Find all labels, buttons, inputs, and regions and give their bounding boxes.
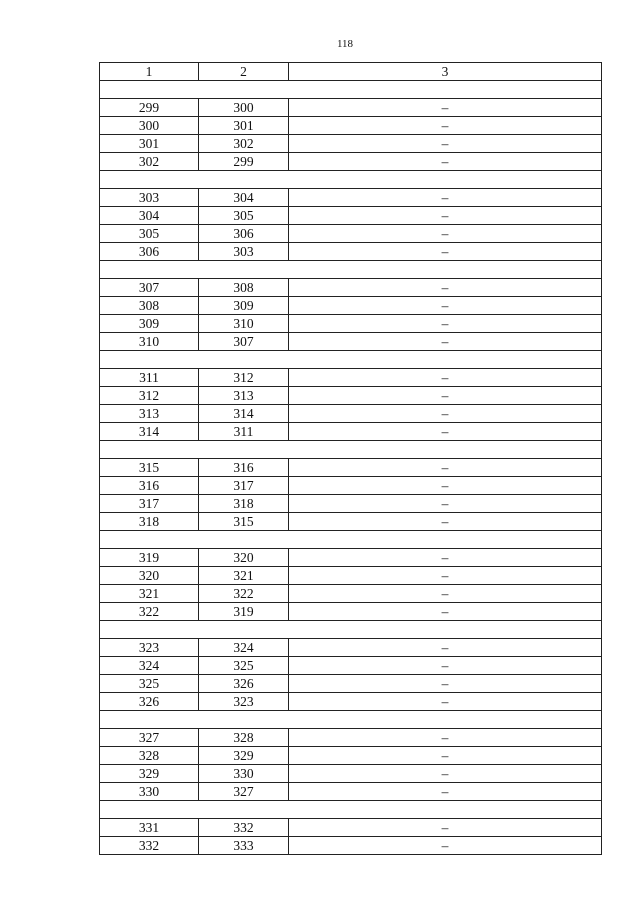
table-row <box>100 819 602 837</box>
group-separator-row <box>100 441 602 459</box>
table-cell-col-2: 326 <box>199 675 289 693</box>
table-cell-col-1: 319 <box>100 549 199 567</box>
table-cell-col-1: 317 <box>100 495 199 513</box>
separator-cell <box>100 441 602 459</box>
table-row <box>100 513 602 531</box>
table-cell-col-1: 324 <box>100 657 199 675</box>
table-cell-col-3: – <box>289 837 602 855</box>
table-cell-col-3: – <box>289 495 602 513</box>
table-cell-col-1: 323 <box>100 639 199 657</box>
table-row <box>100 549 602 567</box>
group-separator-row <box>100 531 602 549</box>
table-cell-col-3: – <box>289 729 602 747</box>
table-row <box>100 495 602 513</box>
table-cell-col-2: 320 <box>199 549 289 567</box>
table-cell-col-2: 304 <box>199 189 289 207</box>
table-cell-col-2: 327 <box>199 783 289 801</box>
table-cell-col-2: 330 <box>199 765 289 783</box>
table-cell-col-3: – <box>289 333 602 351</box>
table-cell-col-1: 304 <box>100 207 199 225</box>
group-separator-row <box>100 621 602 639</box>
table-row <box>100 783 602 801</box>
table-row <box>100 279 602 297</box>
table-cell-col-1: 322 <box>100 603 199 621</box>
table-cell-col-2: 301 <box>199 117 289 135</box>
table-row <box>100 243 602 261</box>
table-cell-col-2: 318 <box>199 495 289 513</box>
table-row <box>100 459 602 477</box>
table-cell-col-2: 307 <box>199 333 289 351</box>
table-cell-col-1: 308 <box>100 297 199 315</box>
table-cell-col-2: 323 <box>199 693 289 711</box>
table-row <box>100 135 602 153</box>
table-body <box>100 81 602 855</box>
table-cell-col-1: 314 <box>100 423 199 441</box>
group-separator-row <box>100 711 602 729</box>
table-cell-col-1: 332 <box>100 837 199 855</box>
table-cell-col-2: 306 <box>199 225 289 243</box>
table-cell-col-1: 315 <box>100 459 199 477</box>
table-cell-col-2: 305 <box>199 207 289 225</box>
group-separator-row <box>100 801 602 819</box>
group-separator-row <box>100 171 602 189</box>
table-cell-col-2: 308 <box>199 279 289 297</box>
table-cell-col-3: – <box>289 585 602 603</box>
separator-cell <box>100 81 602 99</box>
group-separator-row <box>100 351 602 369</box>
group-separator-row <box>100 81 602 99</box>
table-cell-col-3: – <box>289 297 602 315</box>
table-cell-col-3: – <box>289 603 602 621</box>
table-row <box>100 225 602 243</box>
table-cell-col-3: – <box>289 819 602 837</box>
table-cell-col-3: – <box>289 315 602 333</box>
table-row <box>100 189 602 207</box>
table-cell-col-3: – <box>289 117 602 135</box>
table-cell-col-2: 312 <box>199 369 289 387</box>
table-cell-col-3: – <box>289 765 602 783</box>
data-table <box>99 62 602 855</box>
table-cell-col-3: – <box>289 189 602 207</box>
table-cell-col-1: 327 <box>100 729 199 747</box>
table-cell-col-1: 313 <box>100 405 199 423</box>
table-row <box>100 297 602 315</box>
table-cell-col-3: – <box>289 225 602 243</box>
table-cell-col-3: – <box>289 459 602 477</box>
separator-cell <box>100 351 602 369</box>
table-cell-col-3: – <box>289 567 602 585</box>
table-cell-col-1: 326 <box>100 693 199 711</box>
table-cell-col-1: 311 <box>100 369 199 387</box>
table-row <box>100 153 602 171</box>
table-cell-col-2: 309 <box>199 297 289 315</box>
table-cell-col-1: 318 <box>100 513 199 531</box>
table-cell-col-2: 319 <box>199 603 289 621</box>
table-row <box>100 333 602 351</box>
column-header-3: 3 <box>289 63 602 81</box>
table-row <box>100 423 602 441</box>
table-row <box>100 477 602 495</box>
table-row <box>100 369 602 387</box>
table-cell-col-1: 331 <box>100 819 199 837</box>
table-cell-col-1: 328 <box>100 747 199 765</box>
table-row <box>100 585 602 603</box>
table-cell-col-3: – <box>289 693 602 711</box>
table-row <box>100 99 602 117</box>
table-cell-col-1: 309 <box>100 315 199 333</box>
table-cell-col-3: – <box>289 549 602 567</box>
table-cell-col-2: 315 <box>199 513 289 531</box>
table-cell-col-3: – <box>289 279 602 297</box>
table-cell-col-3: – <box>289 153 602 171</box>
table-cell-col-2: 313 <box>199 387 289 405</box>
separator-cell <box>100 171 602 189</box>
table-cell-col-2: 321 <box>199 567 289 585</box>
table-row <box>100 567 602 585</box>
table-cell-col-1: 303 <box>100 189 199 207</box>
table-row <box>100 675 602 693</box>
table-cell-col-3: – <box>289 639 602 657</box>
table-cell-col-2: 328 <box>199 729 289 747</box>
table-cell-col-3: – <box>289 747 602 765</box>
table-row <box>100 657 602 675</box>
table-cell-col-3: – <box>289 99 602 117</box>
page-number: 118 <box>336 38 354 50</box>
table-cell-col-3: – <box>289 243 602 261</box>
separator-cell <box>100 711 602 729</box>
column-header-2: 2 <box>199 63 289 81</box>
table-cell-col-3: – <box>289 369 602 387</box>
table-cell-col-1: 307 <box>100 279 199 297</box>
table-cell-col-1: 316 <box>100 477 199 495</box>
table-cell-col-3: – <box>289 423 602 441</box>
table-row <box>100 603 602 621</box>
table-row <box>100 765 602 783</box>
table-cell-col-2: 300 <box>199 99 289 117</box>
table-cell-col-3: – <box>289 513 602 531</box>
table-cell-col-1: 312 <box>100 387 199 405</box>
table-cell-col-1: 299 <box>100 99 199 117</box>
table-cell-col-2: 299 <box>199 153 289 171</box>
table-row <box>100 207 602 225</box>
separator-cell <box>100 621 602 639</box>
group-separator-row <box>100 261 602 279</box>
table-cell-col-2: 316 <box>199 459 289 477</box>
table-row <box>100 315 602 333</box>
table-cell-col-3: – <box>289 135 602 153</box>
table-cell-col-3: – <box>289 387 602 405</box>
table-cell-col-2: 317 <box>199 477 289 495</box>
table-cell-col-2: 322 <box>199 585 289 603</box>
table-row <box>100 837 602 855</box>
table-cell-col-2: 325 <box>199 657 289 675</box>
table-cell-col-1: 310 <box>100 333 199 351</box>
table-cell-col-3: – <box>289 405 602 423</box>
table-cell-col-1: 306 <box>100 243 199 261</box>
table-row <box>100 693 602 711</box>
table-cell-col-3: – <box>289 207 602 225</box>
table-cell-col-1: 330 <box>100 783 199 801</box>
table-cell-col-1: 320 <box>100 567 199 585</box>
table-cell-col-1: 302 <box>100 153 199 171</box>
table-cell-col-2: 314 <box>199 405 289 423</box>
table-cell-col-2: 332 <box>199 819 289 837</box>
table-cell-col-1: 329 <box>100 765 199 783</box>
table-cell-col-1: 301 <box>100 135 199 153</box>
table-cell-col-2: 303 <box>199 243 289 261</box>
table-cell-col-1: 321 <box>100 585 199 603</box>
column-header-1: 1 <box>100 63 199 81</box>
table-row <box>100 387 602 405</box>
table-cell-col-2: 302 <box>199 135 289 153</box>
table-cell-col-1: 325 <box>100 675 199 693</box>
separator-cell <box>100 531 602 549</box>
table-cell-col-2: 311 <box>199 423 289 441</box>
table-row <box>100 729 602 747</box>
table-cell-col-3: – <box>289 783 602 801</box>
table-row <box>100 639 602 657</box>
table-cell-col-1: 300 <box>100 117 199 135</box>
separator-cell <box>100 801 602 819</box>
table-cell-col-2: 310 <box>199 315 289 333</box>
table-header-row <box>100 63 602 81</box>
table-cell-col-2: 324 <box>199 639 289 657</box>
table-cell-col-3: – <box>289 477 602 495</box>
table-cell-col-2: 329 <box>199 747 289 765</box>
table-row <box>100 117 602 135</box>
separator-cell <box>100 261 602 279</box>
table-cell-col-3: – <box>289 657 602 675</box>
table-cell-col-2: 333 <box>199 837 289 855</box>
table-row <box>100 405 602 423</box>
table-cell-col-3: – <box>289 675 602 693</box>
table-cell-col-1: 305 <box>100 225 199 243</box>
table-row <box>100 747 602 765</box>
